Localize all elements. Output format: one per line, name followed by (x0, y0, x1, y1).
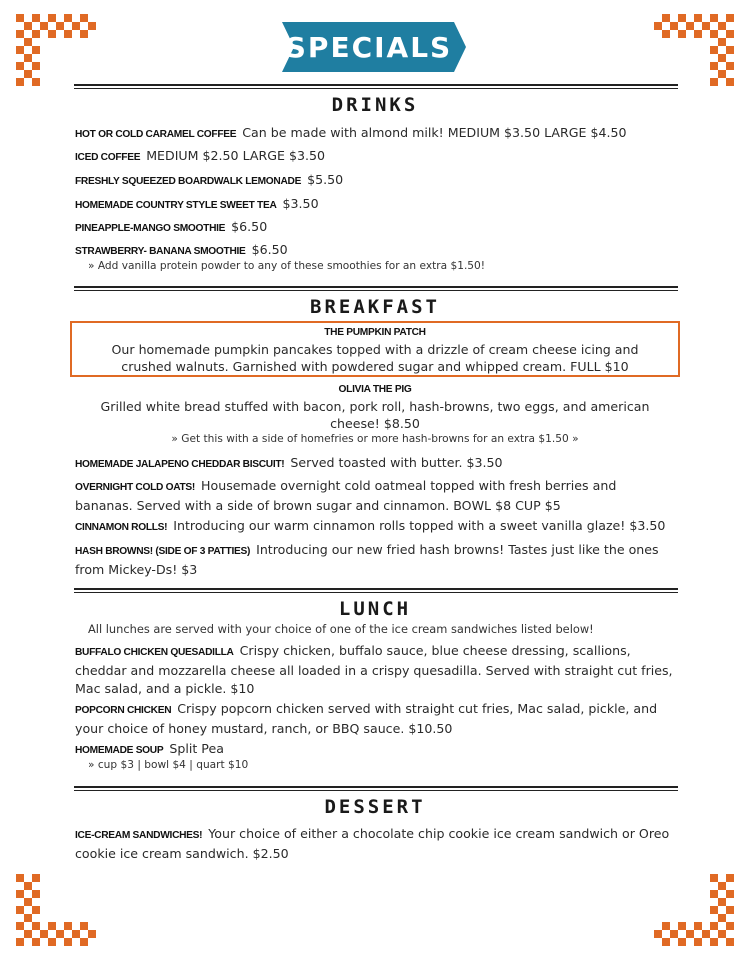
item-desc: Split Pea (169, 741, 224, 756)
checker-square (686, 22, 694, 30)
checker-square (24, 70, 32, 78)
list-item (75, 124, 675, 144)
olivia-note: » Get this with a side of homefries or more hash-browns for an extra $1.50 » (171, 433, 579, 445)
checker-square (726, 906, 734, 914)
checker-square (718, 54, 726, 62)
list-item (75, 218, 675, 238)
checker-square (670, 22, 678, 30)
checker-square (24, 898, 32, 906)
checker-square (80, 922, 88, 930)
item-name: HOMEMADE COUNTRY STYLE SWEET TEA (75, 200, 277, 211)
list-item (75, 171, 675, 191)
item-name: ICE-CREAM SANDWICHES! (75, 830, 203, 841)
checker-square (710, 906, 718, 914)
checker-square (718, 898, 726, 906)
item-desc: Housemade overnight cold oatmeal topped with fresh berries and bananas. Served with a side of brown sugar and cinnamon. BOWL $8 CUP $5 (75, 478, 617, 513)
item-desc: $3.50 (282, 196, 319, 211)
checker-square (710, 14, 718, 22)
item-name: HOMEMADE JALAPENO CHEDDAR BISCUIT! (75, 459, 285, 470)
checker-square (24, 914, 32, 922)
checker-square (16, 922, 24, 930)
section-title-dessert: DESSERT (324, 796, 426, 818)
item-desc: $6.50 (231, 219, 268, 234)
list-item (75, 454, 675, 474)
checker-square (40, 22, 48, 30)
checker-square (72, 22, 80, 30)
checker-square (670, 930, 678, 938)
item-desc: Crispy popcorn chicken served with straight cut fries, Mac salad, pickle, and your choice of honey mustard, ranch, or BBQ sauce. $10.50 (75, 701, 658, 736)
checker-square (654, 22, 662, 30)
checker-square (32, 14, 40, 22)
checker-square (24, 38, 32, 46)
checker-square (16, 890, 24, 898)
corner-checker-bottom-right (654, 872, 734, 948)
section-title-drinks: DRINKS (331, 94, 419, 116)
item-name: POPCORN CHICKEN (75, 705, 172, 716)
item-name: STRAWBERRY- BANANA SMOOTHIE (75, 246, 246, 257)
checker-square (694, 14, 702, 22)
checker-square (32, 922, 40, 930)
checker-square (88, 22, 96, 30)
item-name: ICED COFFEE (75, 152, 141, 163)
item-name: HOMEMADE SOUP (75, 745, 164, 756)
corner-checker-top-left (16, 12, 96, 88)
checker-square (80, 938, 88, 946)
checker-square (726, 922, 734, 930)
item-desc: Introducing our new fried hash browns! Tastes just like the ones from Mickey-Ds! $3 (75, 542, 659, 577)
checker-square (710, 874, 718, 882)
section-title-breakfast: BREAKFAST (310, 296, 440, 318)
checker-square (726, 30, 734, 38)
corner-checker-bottom-left (16, 872, 96, 948)
checker-square (718, 882, 726, 890)
checker-square (32, 890, 40, 898)
checker-square (726, 46, 734, 54)
checker-square (710, 922, 718, 930)
checker-square (32, 78, 40, 86)
soup-note: » cup $3 | bowl $4 | quart $10 (88, 759, 249, 771)
checker-square (726, 78, 734, 86)
checker-square (710, 78, 718, 86)
checker-square (24, 930, 32, 938)
checker-square (710, 938, 718, 946)
list-item (75, 517, 675, 537)
checker-square (16, 14, 24, 22)
checker-square (662, 922, 670, 930)
featured-item-olivia-the-pig (85, 382, 665, 432)
checker-square (16, 938, 24, 946)
checker-square (64, 938, 72, 946)
smoothie-note: » Add vanilla protein powder to any of these smoothies for an extra $1.50! (88, 260, 486, 272)
checker-square (16, 874, 24, 882)
list-item (75, 147, 675, 167)
checker-pattern (654, 872, 734, 948)
list-item (75, 825, 675, 863)
item-name: OLIVIA THE PIG (338, 384, 412, 395)
list-item (75, 195, 675, 215)
checker-square (72, 930, 80, 938)
item-name: HOT OR COLD CARAMEL COFFEE (75, 129, 237, 140)
item-name: OVERNIGHT COLD OATS! (75, 482, 196, 493)
checker-square (24, 882, 32, 890)
checker-square (16, 906, 24, 914)
checker-square (56, 22, 64, 30)
checker-square (662, 30, 670, 38)
checker-square (678, 938, 686, 946)
list-item (75, 642, 675, 698)
checker-square (32, 62, 40, 70)
checker-square (678, 30, 686, 38)
item-desc: $6.50 (251, 242, 288, 257)
checker-square (64, 14, 72, 22)
item-desc: $5.50 (307, 172, 344, 187)
checker-square (710, 46, 718, 54)
checker-square (16, 46, 24, 54)
item-desc: Crispy chicken, buffalo sauce, blue cheese dressing, scallions, cheddar and mozzarella cheese all loaded in a crispy quesadilla. Served with straight cut fries, Mac salad, and a pickle. $10 (75, 643, 673, 696)
corner-checker-top-right (654, 12, 734, 88)
checker-square (24, 54, 32, 62)
checker-square (702, 930, 710, 938)
checker-square (56, 930, 64, 938)
checker-square (726, 62, 734, 70)
checker-square (710, 62, 718, 70)
checker-square (88, 930, 96, 938)
list-item (75, 700, 675, 738)
checker-square (694, 938, 702, 946)
checker-square (48, 938, 56, 946)
section-divider (74, 588, 678, 593)
checker-square (80, 14, 88, 22)
checker-square (726, 14, 734, 22)
checker-square (32, 874, 40, 882)
checker-pattern (16, 12, 96, 88)
checker-square (662, 938, 670, 946)
checker-square (32, 906, 40, 914)
page-title: SPECIALS (285, 30, 453, 64)
checker-square (694, 922, 702, 930)
checker-square (16, 30, 24, 38)
item-name: FRESHLY SQUEEZED BOARDWALK LEMONADE (75, 176, 302, 187)
checker-square (710, 890, 718, 898)
checker-square (32, 46, 40, 54)
checker-square (32, 938, 40, 946)
checker-square (686, 930, 694, 938)
checker-square (726, 938, 734, 946)
checker-square (48, 14, 56, 22)
checker-square (24, 22, 32, 30)
checker-square (32, 30, 40, 38)
lunch-intro: All lunches are served with your choice of one of the ice cream sandwiches listed below! (88, 622, 594, 636)
checker-square (40, 930, 48, 938)
checker-square (80, 30, 88, 38)
checker-square (718, 70, 726, 78)
checker-pattern (654, 12, 734, 88)
item-name: THE PUMPKIN PATCH (324, 327, 426, 338)
checker-square (694, 30, 702, 38)
item-name: HASH BROWNS! (SIDE OF 3 PATTIES) (75, 546, 251, 557)
item-name: CINNAMON ROLLS! (75, 522, 168, 533)
checker-square (654, 930, 662, 938)
checker-square (718, 930, 726, 938)
checker-square (48, 922, 56, 930)
checker-square (16, 78, 24, 86)
specials-banner (282, 22, 466, 72)
checker-square (662, 14, 670, 22)
list-item (75, 541, 675, 579)
checker-square (726, 874, 734, 882)
list-item (75, 477, 675, 515)
checker-square (64, 922, 72, 930)
checker-square (710, 30, 718, 38)
item-desc: Served toasted with butter. $3.50 (290, 455, 503, 470)
section-divider (74, 786, 678, 791)
checker-square (726, 890, 734, 898)
checker-square (48, 30, 56, 38)
item-desc: MEDIUM $2.50 LARGE $3.50 (146, 148, 326, 163)
item-desc: Can be made with almond milk! MEDIUM $3.50 LARGE $4.50 (242, 125, 627, 140)
item-desc: Introducing our warm cinnamon rolls topped with a sweet vanilla glaze! $3.50 (173, 518, 666, 533)
item-desc: Our homemade pumpkin pancakes topped with a drizzle of cream cheese icing and crushed walnuts. Garnished with powdered sugar and whipped cream. FULL $10 (111, 342, 639, 374)
section-divider (74, 286, 678, 291)
checker-square (718, 914, 726, 922)
section-title-lunch: LUNCH (338, 598, 412, 620)
featured-item-pumpkin-patch (95, 325, 655, 375)
checker-square (678, 922, 686, 930)
section-divider (74, 84, 678, 89)
item-desc: Your choice of either a chocolate chip cookie ice cream sandwich or Oreo cookie ice cream sandwich. $2.50 (75, 826, 670, 861)
item-name: PINEAPPLE-MANGO SMOOTHIE (75, 223, 226, 234)
checker-square (702, 22, 710, 30)
item-name: BUFFALO CHICKEN QUESADILLA (75, 647, 234, 658)
checker-square (678, 14, 686, 22)
checker-pattern (16, 872, 96, 948)
item-desc: Grilled white bread stuffed with bacon, pork roll, hash-browns, two eggs, and american cheese! $8.50 (100, 399, 650, 431)
checker-square (64, 30, 72, 38)
checker-square (718, 38, 726, 46)
checker-square (718, 22, 726, 30)
checker-square (16, 62, 24, 70)
